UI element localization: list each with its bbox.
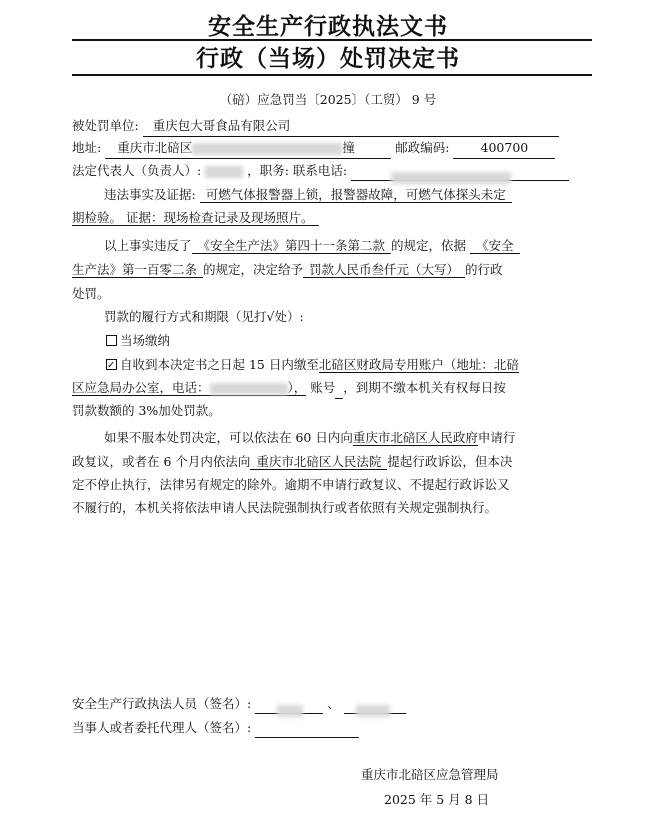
payment-option-onsite: 当场缴纳 xyxy=(106,330,170,351)
review-government: 重庆市北碚区人民政府 xyxy=(352,430,478,445)
document-title: 行政（当场）处罚决定书 xyxy=(196,46,460,72)
phone-label: 联系电话: xyxy=(292,163,348,178)
appeal-line-2: 政复议，或者在 6 个月内依法向 重庆市北碚区人民法院 提起行政诉讼，但本决 xyxy=(72,454,513,469)
officer-signature-1 xyxy=(255,699,323,714)
appeal-line-4: 不履行的，本机关将依法申请人民法院强制执行或者依照有关规定强制执行。 xyxy=(72,500,498,515)
issue-date: 2025 年 5 月 8 日 xyxy=(384,792,490,807)
payment-option-deadline-line-3: 罚款数额的 3%加处罚款。 xyxy=(72,403,221,418)
penalized-unit-value: 重庆包大哥食品有限公司 xyxy=(143,115,559,137)
payment-office-address: 区应急局办公室，电话： ）， xyxy=(72,380,307,395)
redacted-signature-2 xyxy=(356,705,390,717)
basis-law-part-1: 《安全 xyxy=(470,238,520,254)
violation-line-1: 以上事实违反了 《安全生产法》第四十一条第二款 的规定，依据 《安全 xyxy=(104,235,520,256)
document-number: （碚）应急罚当〔2025〕（工贸） 9 号 xyxy=(219,92,437,107)
legal-representative-label: 法定代表人（负责人）: xyxy=(72,163,202,178)
officer-signature-label: 安全生产行政执法人员（签名）: xyxy=(72,696,252,711)
address-row xyxy=(72,137,555,159)
basis-law-part-2: 生产法》第一百零二条 xyxy=(72,262,203,278)
title-divider-bottom xyxy=(72,74,592,76)
violated-law: 《安全生产法》第四十一条第二款 xyxy=(192,238,392,254)
legal-representative-row xyxy=(72,160,569,181)
payment-method-intro: 罚款的履行方式和期限（见打√处）: xyxy=(104,309,304,324)
payment-option-deadline-line-2: 区应急局办公室，电话： ）， 账号 ，到期不缴本机关有权每日按 xyxy=(72,377,506,399)
deadline-payment-checkbox[interactable] xyxy=(106,359,117,370)
party-signature-line xyxy=(255,723,359,738)
penalized-unit-label: 被处罚单位: xyxy=(72,118,139,133)
payment-account-info: 北碚区财政局专用账户（地址：北碚 xyxy=(318,357,519,372)
redacted-address xyxy=(192,143,342,155)
postal-code-label: 邮政编码: xyxy=(395,140,450,155)
phone-value xyxy=(351,166,569,181)
address-label: 地址: xyxy=(72,140,102,155)
party-signature-label: 当事人或者委托代理人（签名）: xyxy=(72,720,252,735)
violation-facts-label: 违法事实及证据: xyxy=(104,187,196,202)
violation-facts-line-1 xyxy=(104,184,512,205)
redacted-phone xyxy=(391,172,511,184)
position-label: ，职务: xyxy=(247,163,289,178)
violation-facts-text: 可燃气体报警器上锁，报警器故障，可燃气体探头未定 xyxy=(200,187,512,203)
evidence-text: 期检验。 证据：现场检查记录及现场照片。 xyxy=(72,210,319,226)
penalty-amount: 罚款人民币叁仟元（大写） xyxy=(303,262,465,278)
issuing-agency: 重庆市北碚区应急管理局 xyxy=(361,767,499,782)
litigation-court: 重庆市北碚区人民法院 xyxy=(250,454,387,470)
violation-line-3: 处罚。 xyxy=(72,286,110,301)
onsite-payment-checkbox[interactable] xyxy=(106,335,117,346)
officer-signature-row: 安全生产行政执法人员（签名）: 、 xyxy=(72,693,406,714)
party-signature-row xyxy=(72,717,359,738)
officer-signature-2 xyxy=(344,699,406,714)
document-category-title: 安全生产行政执法文书 xyxy=(208,14,448,40)
address-value: 重庆市北碚区 撞 xyxy=(105,137,391,159)
appeal-line-1: 如果不服本处罚决定，可以依法在 60 日内向重庆市北碚区人民政府申请行 xyxy=(104,430,516,445)
violation-line-2: 生产法》第一百零二条 的规定，决定给予 罚款人民币叁仟元（大写） 的行政 xyxy=(72,262,503,277)
violation-facts-line-2 xyxy=(72,207,319,228)
redacted-signature-1 xyxy=(277,705,303,717)
payment-option-deadline-line-1: ✓自收到本决定书之日起 15 日内缴至北碚区财政局专用账户（地址：北碚 xyxy=(106,354,519,375)
redacted-office-phone xyxy=(210,383,288,395)
redacted-representative xyxy=(205,166,243,178)
postal-code-value: 400700 xyxy=(453,137,555,159)
penalized-unit-row xyxy=(72,115,559,137)
appeal-line-3: 定不停止执行，法律另有规定的除外。逾期不申请行政复议、不提起行政诉讼又 xyxy=(72,477,510,492)
